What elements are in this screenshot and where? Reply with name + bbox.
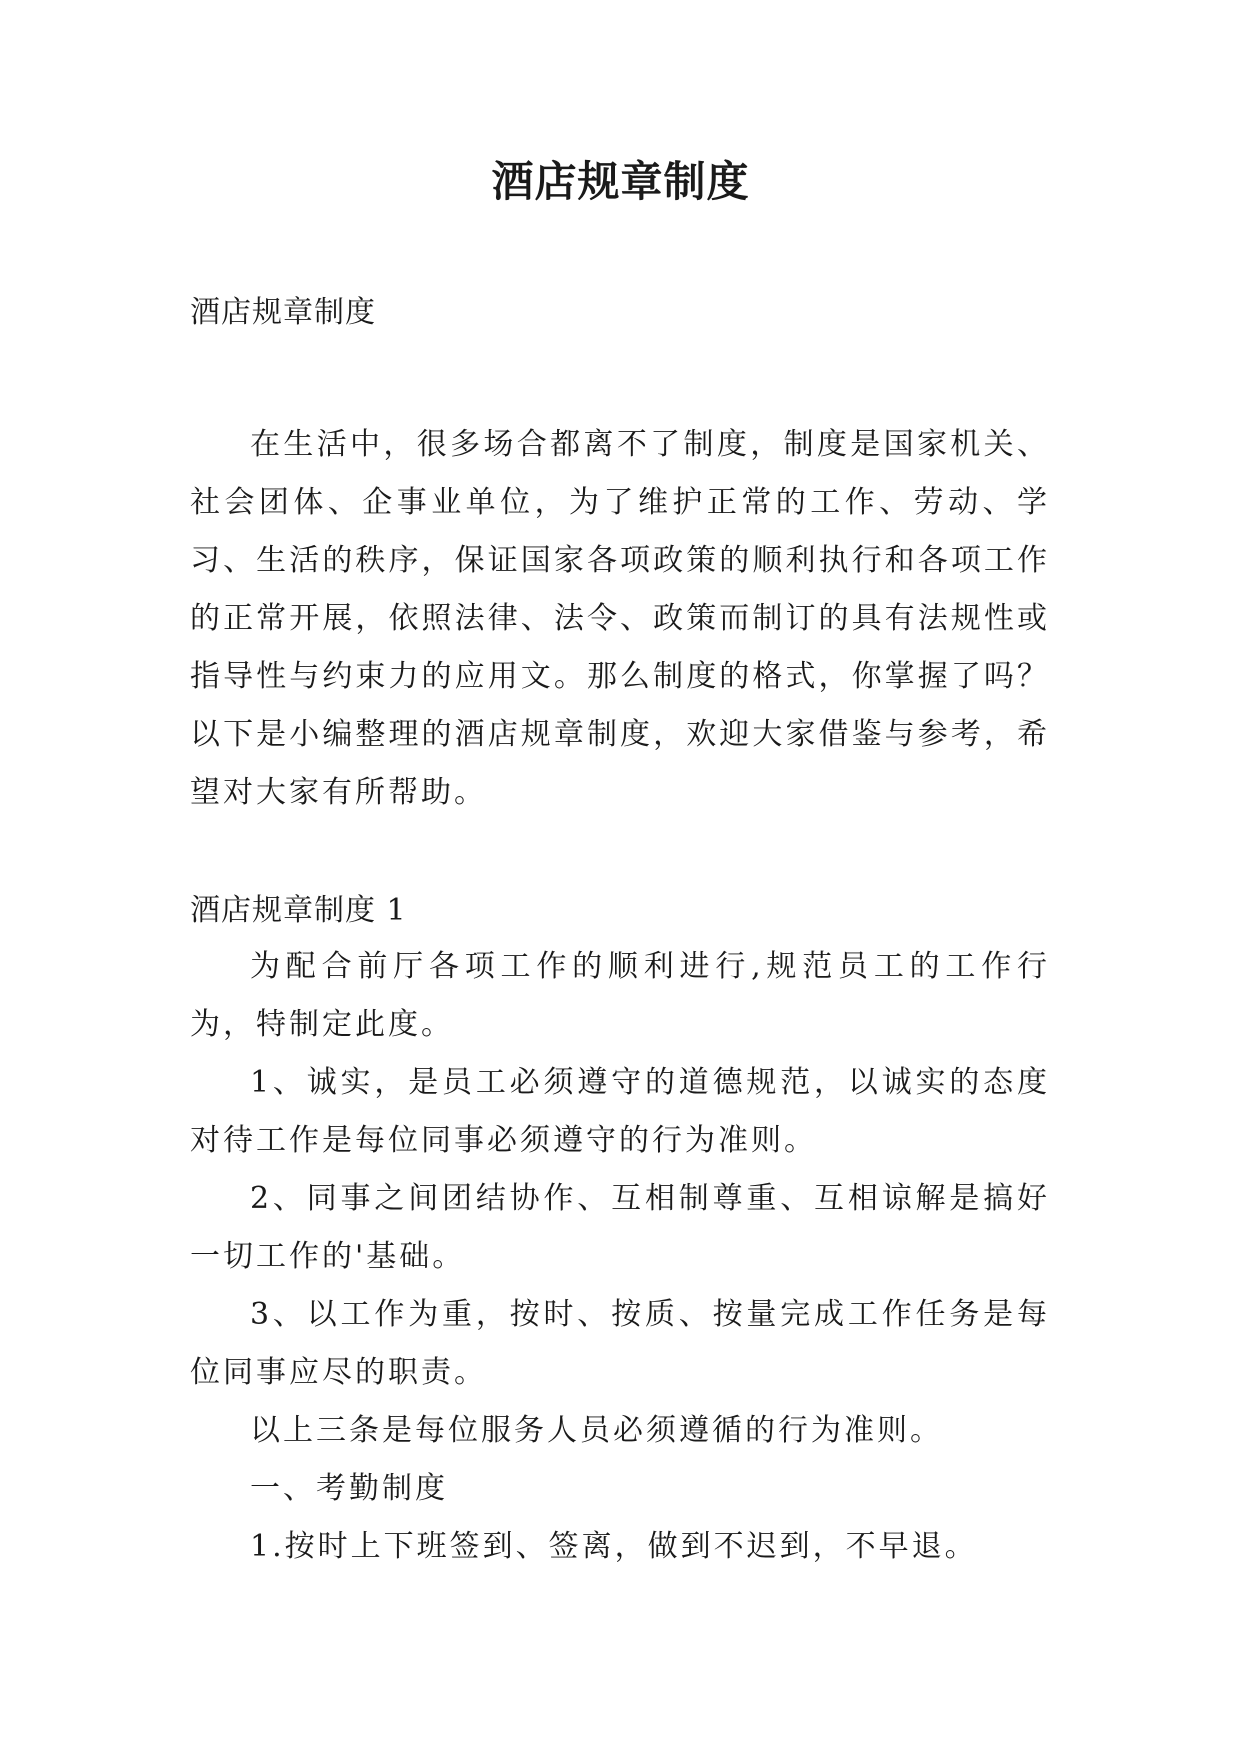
document-title: 酒店规章制度 xyxy=(491,157,750,206)
document-body xyxy=(190,292,1050,1576)
intro-paragraph: 在生活中，很多场合都离不了制度，制度是国家机关、社会团体、企事业单位，为了维护正常的工作、劳动、学习、生活的秩序，保证国家各项政策的顺利执行和各项工作的正常开展，依照法律、法令、政策而制订的具有法规性或指导性与约束力的应用文。那么制度的格式，你掌握了吗？以下是小编整理的酒店规章制度，欢迎大家借鉴与参考，希望对大家有所帮助。 xyxy=(190,427,1050,810)
paragraph-rule-2: 2、同事之间团结协作、互相制尊重、互相谅解是搞好一切工作的'基础。 xyxy=(190,1181,1050,1274)
paragraph-rule-3: 3、以工作为重，按时、按质、按量完成工作任务是每位同事应尽的职责。 xyxy=(190,1297,1050,1390)
paragraph-summary: 以上三条是每位服务人员必须遵循的行为准则。 xyxy=(250,1413,943,1448)
section-heading: 酒店规章制度 1 xyxy=(190,893,407,928)
subsection-heading-attendance: 一、考勤制度 xyxy=(250,1471,448,1506)
paragraph-rule-1: 1、诚实，是员工必须遵守的道德规范，以诚实的态度对待工作是每位同事必须遵守的行为准则。 xyxy=(190,1065,1050,1158)
document-subtitle: 酒店规章制度 xyxy=(190,295,376,330)
paragraph-purpose: 为配合前厅各项工作的顺利进行,规范员工的工作行为，特制定此度。 xyxy=(190,949,1050,1042)
paragraph-attendance-1: 1.按时上下班签到、签离，做到不迟到，不早退。 xyxy=(250,1529,978,1564)
